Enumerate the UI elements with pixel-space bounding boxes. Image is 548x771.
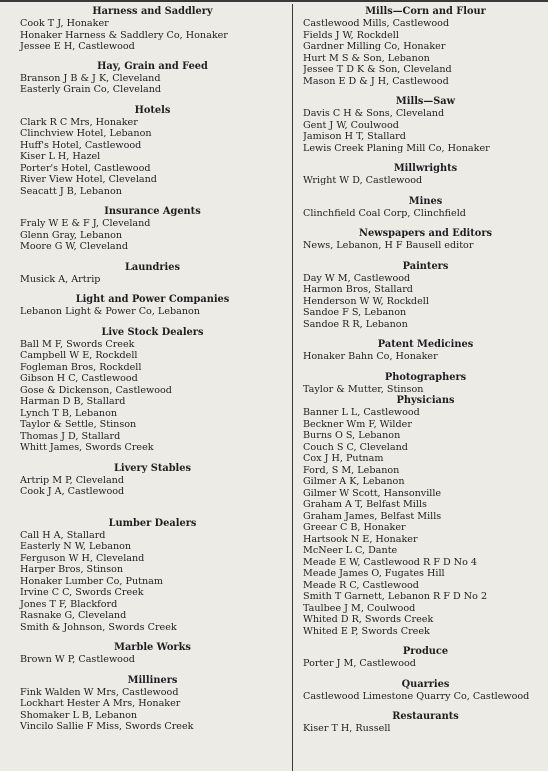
section-mills-corn-and-flour (303, 6, 548, 87)
directory-entry: Burns O S, Lebanon (303, 430, 401, 441)
section-painters (303, 261, 548, 331)
section-heading: Hotels (134, 104, 171, 116)
directory-entry: Henderson W W, Rockdell (303, 295, 429, 307)
directory-entry: Lockhart Hester A Mrs, Honaker (20, 698, 181, 709)
directory-entry: Graham James, Belfast Mills (303, 510, 442, 522)
directory-entry: Clinchfield Coal Corp, Clinchfield (303, 207, 466, 219)
directory-entry: Call H A, Stallard (20, 529, 106, 541)
section-mines (303, 196, 548, 220)
directory-entry: Day W M, Castlewood (303, 272, 411, 284)
directory-entry: Huff's Hotel, Castlewood (20, 139, 142, 151)
directory-entry: Glenn Gray, Lebanon (20, 229, 123, 241)
directory-entry: Kiser L H, Hazel (20, 151, 101, 162)
directory-entry: Beckner Wm F, Wilder (303, 418, 412, 430)
section-heading: Light and Power Companies (75, 294, 230, 305)
directory-entry: Hurt M S & Son, Lebanon (303, 52, 430, 64)
directory-entry: Branson J B & J K, Cleveland (20, 72, 161, 84)
directory-entry: Meade R C, Castlewood (303, 579, 419, 591)
section-heading: Millwrights (393, 163, 458, 174)
section-light-and-power-companies (20, 294, 285, 318)
directory-entry: Rasnake G, Cleveland (20, 610, 127, 621)
directory-entry: Graham A T, Belfast Mills (303, 499, 427, 510)
directory-entry: Artrip M P, Cleveland (20, 474, 124, 486)
section-marble-works (20, 642, 285, 666)
directory-entry: Gilmer A K, Lebanon (303, 476, 405, 487)
directory-entry: Gardner Milling Co, Honaker (303, 41, 446, 52)
directory-entry: Lynch T B, Lebanon (20, 407, 118, 419)
directory-entry: Lebanon Light & Power Co, Lebanon (20, 306, 200, 317)
section-heading: Mills—Corn and Flour (365, 6, 486, 17)
directory-entry: Seacatt J B, Lebanon (20, 185, 122, 197)
section-insurance-agents (20, 206, 285, 253)
directory-entry: Taylor & Settle, Stinson (20, 419, 137, 430)
directory-entry: Porter J M, Castlewood (303, 658, 416, 669)
section-heading: Livery Stables (113, 462, 192, 474)
section-heading: Mills—Saw (395, 96, 456, 107)
directory-entry: Ball M F, Swords Creek (20, 338, 135, 350)
directory-entry: Clark R C Mrs, Honaker (20, 116, 138, 128)
directory-entry: Davis C H & Sons, Cleveland (303, 108, 445, 119)
directory-entry: Castlewood Mills, Castlewood (303, 18, 450, 29)
column-divider (292, 4, 293, 771)
directory-entry: Gose & Dickenson, Castlewood (20, 384, 172, 396)
directory-entry: Harmon Bros, Stallard (303, 284, 413, 295)
directory-entry: Banner L L, Castlewood (303, 407, 420, 418)
directory-entry: Porter's Hotel, Castlewood (20, 162, 151, 174)
directory-entry: Gent J W, Coulwood (303, 119, 399, 131)
section-heading: Mines (408, 195, 443, 207)
directory-entry: Greear C B, Honaker (303, 522, 406, 533)
section-heading: Marble Works (114, 642, 191, 653)
directory-entry: Whited E P, Swords Creek (303, 625, 430, 637)
directory-entry: Cook T J, Honaker (20, 18, 109, 29)
directory-entry: Whitt James, Swords Creek (20, 442, 154, 453)
directory-entry: Mason E D & J H, Castlewood (303, 75, 449, 87)
directory-entry: Lewis Creek Planing Mill Co, Honaker (303, 142, 490, 154)
directory-entry: Ferguson W H, Cleveland (20, 552, 145, 564)
directory-entry: Vincilo Sallie F Miss, Swords Creek (20, 721, 194, 732)
section-livery-stables (20, 463, 285, 498)
section-heading: Restaurants (392, 711, 459, 722)
directory-entry: Hartsook N E, Honaker (303, 533, 418, 545)
directory-entry: Whited D R, Swords Creek (303, 614, 434, 625)
section-heading: Patent Medicines (377, 339, 474, 350)
directory-entry: Easterly Grain Co, Cleveland (20, 84, 162, 95)
section-mills-saw (303, 96, 548, 154)
section-quarries (303, 679, 548, 703)
directory-entry: Ford, S M, Lebanon (303, 464, 400, 476)
directory-entry: Gibson H C, Castlewood (20, 373, 138, 384)
directory-entry: Jessee E H, Castlewood (20, 41, 135, 52)
section-heading: Photographers (384, 371, 467, 383)
section-heading: Live Stock Dealers (101, 326, 204, 338)
directory-entry: Harper Bros, Stinson (20, 564, 124, 575)
directory-entry: Fraly W E & F J, Cleveland (20, 218, 151, 229)
directory-entry: Meade James O, Fugates Hill (303, 568, 445, 579)
section-laundries (20, 262, 285, 286)
section-heading: Physicians (396, 395, 455, 406)
section-heading: Harness and Saddlery (92, 6, 213, 17)
directory-entry: Cook J A, Castlewood (20, 486, 125, 497)
directory-entry: Musick A, Artrip (20, 273, 101, 285)
section-heading: Produce (402, 646, 449, 657)
directory-entry: Fields J W, Rockdell (303, 29, 399, 41)
section-lumber-dealers (20, 518, 285, 634)
directory-entry: Jamison H T, Stallard (303, 131, 406, 142)
section-produce (303, 646, 548, 670)
directory-entry: Taulbee J M, Coulwood (303, 602, 416, 614)
directory-entry: News, Lebanon, H F Bausell editor (303, 240, 474, 251)
directory-entry: Campbell W E, Rockdell (20, 350, 138, 361)
directory-entry: Smith & Johnson, Swords Creek (20, 621, 177, 633)
directory-entry: Harman D B, Stallard (20, 396, 126, 407)
directory-entry: Moore G W, Cleveland (20, 241, 128, 252)
section-harness-and-saddlery (20, 6, 285, 53)
directory-entry: Easterly N W, Lebanon (20, 541, 132, 552)
section-heading: Laundries (125, 261, 180, 273)
directory-entry: Jones T F, Blackford (20, 598, 118, 610)
directory-entry: Gilmer W Scott, Hansonville (303, 487, 442, 499)
section-heading: Insurance Agents (104, 206, 201, 217)
section-heading: Newspapers and Editors (358, 228, 492, 239)
directory-entry: River View Hotel, Cleveland (20, 174, 157, 185)
directory-entry: McNeer L C, Dante (303, 545, 398, 556)
directory-entry: Meade E W, Castlewood R F D No 4 (303, 556, 478, 568)
left-column (20, 6, 285, 733)
directory-entry: Kiser T H, Russell (303, 723, 391, 734)
top-rule (0, 0, 548, 2)
directory-entry: Wright W D, Castlewood (303, 175, 423, 186)
section-heading: Lumber Dealers (108, 517, 197, 529)
directory-entry: Honaker Lumber Co, Putnam (20, 575, 163, 587)
section-live-stock-dealers (20, 327, 285, 454)
directory-entry: Honaker Bahn Co, Honaker (303, 351, 438, 362)
directory-entry: Fogleman Bros, Rockdell (20, 361, 142, 373)
directory-entry: Jessee T D K & Son, Cleveland (303, 64, 452, 75)
directory-entry: Taylor & Mutter, Stinson (303, 383, 424, 395)
directory-entry: Smith T Garnett, Lebanon R F D No 2 (303, 591, 488, 602)
directory-entry: Clinchview Hotel, Lebanon (20, 128, 152, 139)
section-hotels (20, 105, 285, 198)
section-newspapers-and-editors (303, 228, 548, 252)
section-heading: Painters (402, 260, 449, 272)
directory-entry: Thomas J D, Stallard (20, 430, 121, 442)
directory-entry: Brown W P, Castlewood (20, 654, 135, 665)
directory-entry: Honaker Harness & Saddlery Co, Honaker (20, 29, 228, 41)
section-heading: Quarries (401, 678, 450, 690)
section-hay-grain-and-feed (20, 61, 285, 96)
directory-entry: Shomaker L B, Lebanon (20, 709, 138, 721)
section-heading: Milliners (127, 674, 178, 686)
section-physicians (303, 395, 548, 637)
directory-entry: Couch S C, Cleveland (303, 441, 408, 453)
right-column (303, 6, 548, 735)
section-millwrights (303, 163, 548, 187)
section-heading: Hay, Grain and Feed (97, 60, 208, 72)
directory-entry: Sandoe F S, Lebanon (303, 307, 407, 318)
section-milliners (20, 675, 285, 733)
directory-entry: Castlewood Limestone Quarry Co, Castlewood (303, 690, 530, 702)
section-photographers (303, 372, 548, 396)
directory-entry: Irvine C C, Swords Creek (20, 587, 144, 598)
section-patent-medicines (303, 339, 548, 363)
directory-entry: Fink Walden W Mrs, Castlewood (20, 686, 179, 698)
section-restaurants (303, 711, 548, 735)
directory-entry: Sandoe R R, Lebanon (303, 318, 408, 330)
directory-entry: Cox J H, Putnam (303, 453, 384, 464)
